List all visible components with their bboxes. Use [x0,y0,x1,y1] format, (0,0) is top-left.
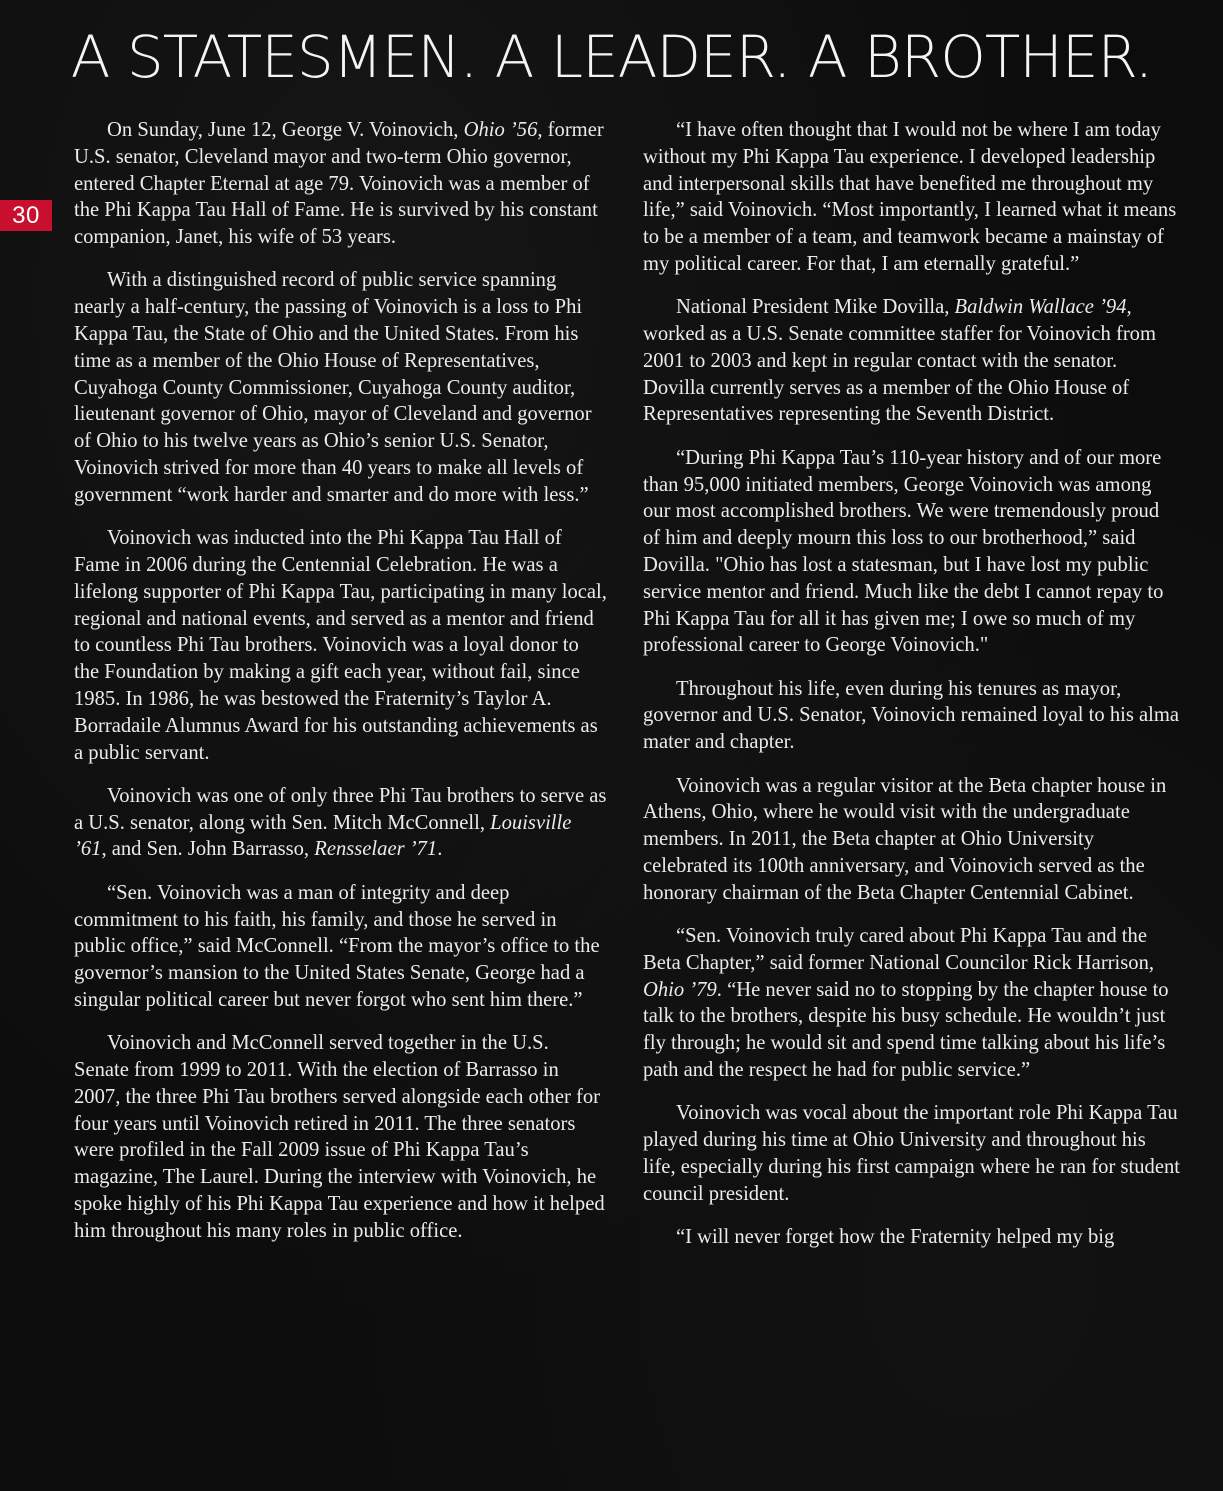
paragraph-text: , former U.S. senator, Cleveland mayor and two-term Ohio governor, entered Chapter Eternal at age 79. Voinovich was a member of the Phi Kappa Tau Hall of Fame. He is survived by his constant companion, Janet, his wife of 53 years. [74,119,604,249]
paragraph [643,923,1181,1084]
paragraph [74,783,608,863]
page-number-badge: 30 [0,200,52,231]
paragraph-text: “Sen. Voinovich truly cared about Phi Kappa Tau and the Beta Chapter,” said former National Councilor Rick Harrison, [643,925,1155,974]
paragraph: “I have often thought that I would not be where I am today without my Phi Kappa Tau experience. I developed leadership and interpersonal skills that have benefited me throughout my life,” said Voinovich. “Most importantly, I learned what it means to be a member of a team, and teamwork became a mainstay of my political career. For that, I am eternally grateful.” [643,119,1177,275]
paragraph: With a distinguished record of public service spanning nearly a half-century, the passing of Voinovich is a loss to Phi Kappa Tau, the State of Ohio and the United States. From his time as a member of the Ohio House of Representatives, Cuyahoga County Commissioner, Cuyahoga County auditor, lieutenant governor of Ohio, mayor of Cleveland and governor of Ohio to his twelve years as Ohio’s senior U.S. Senator, Voinovich strived for more than 40 years to make all levels of government “work harder and smarter and do more with less.” [74,269,592,506]
paragraph: “During Phi Kappa Tau’s 110-year history and of our more than 95,000 initiated members, George Voinovich was among our most accomplished brothers. We were tremendously proud of him and deeply mourn this loss to our brotherhood,” said Dovilla. "Ohio has lost a statesman, but I have lost my public service mentor and friend. Much like the debt I cannot repay to Phi Kappa Tau for all it has given me; I owe so much of my professional career to George Voinovich." [643,446,1164,657]
paragraph: “Sen. Voinovich was a man of integrity and deep commitment to his faith, his family, and those he served in public office,” said McConnell. “From the mayor’s office to the governor’s mansion to the United States Senate, George had a singular political career but never forgot who sent him there.” [74,881,600,1011]
paragraph-text: worked as a U.S. Senate committee staffer for Voinovich from 2001 to 2003 and kept in regular contact with the senator. Dovilla currently serves as a member of the Ohio House of Representatives representing the Seventh District. [643,323,1157,426]
paragraph: Voinovich was inducted into the Phi Kappa Tau Hall of Fame in 2006 during the Centennial Celebration. He was a lifelong supporter of Phi Kappa Tau, participating in many local, regional and national events, and served as a mentor and friend to countless Phi Tau brothers. Voinovich was a loyal donor to the Foundation by making a gift each year, without fail, since 1985. In 1986, he was bestowed the Fraternity’s Taylor A. Borradaile Alumnus Award for his outstanding achievements as a public servant. [74,527,607,764]
left-column [74,117,608,1261]
class-year-italic: Louisville ’61 [74,811,572,861]
paragraph-text: Voinovich was one of only three Phi Tau brothers to serve as a U.S. senator, along with Sen. Mitch McConnell, [74,784,607,834]
paragraph-text: National President Mike Dovilla, [676,296,955,319]
paragraph: Voinovich was a regular visitor at the Beta chapter house in Athens, Ohio, where he would visit with the undergraduate members. In 2011, the Beta chapter at Ohio University celebrated its 100th anniversary, and Voinovich served as the honorary chairman of the Beta Chapter Centennial Cabinet. [643,774,1167,904]
paragraph-text: . [437,838,443,861]
right-column [643,117,1181,1267]
class-year-italic: Rensselaer ’71 [314,838,438,861]
paragraph: Voinovich was vocal about the important role Phi Kappa Tau played during his time at Ohio University and throughout his life, especially during his first campaign where he ran for student council president. [643,1102,1180,1205]
paragraph [74,117,608,251]
class-year-italic: Ohio ’79 [643,978,717,1001]
paragraph [643,294,1181,428]
paragraph: Voinovich and McConnell served together in the U.S. Senate from 1999 to 2011. With the election of Barrasso in 2007, the three Phi Tau brothers served alongside each other for four years until Voinovich retired in 2011. The three senators were profiled in the Fall 2009 issue of Phi Kappa Tau’s magazine, The Laurel. During the interview with Voinovich, he spoke highly of his Phi Kappa Tau experience and how it helped him throughout his many roles in public office. [74,1032,605,1242]
class-year-italic: Ohio ’56 [463,119,538,141]
paragraph: “I will never forget how the Fraternity helped my big [676,1225,1115,1248]
article-title: A STATESMEN. A LEADER. A BROTHER. [70,23,1153,91]
class-year-italic: Baldwin Wallace ’94, [954,296,1132,319]
paragraph: Throughout his life, even during his tenures as mayor, governor and U.S. Senator, Voinovich remained loyal to his alma mater and chapter. [643,677,1180,754]
paragraph-text: On Sunday, June 12, George V. Voinovich, [107,119,464,141]
paragraph-text: , and Sen. John Barrasso, [101,838,315,861]
paragraph-text: . “He never said no to stopping by the chapter house to talk to the brothers, despite his busy schedule. He wouldn’t just fly through; he would sit and spend time talking about his life’s path and the respect he had for public service.” [643,978,1169,1081]
